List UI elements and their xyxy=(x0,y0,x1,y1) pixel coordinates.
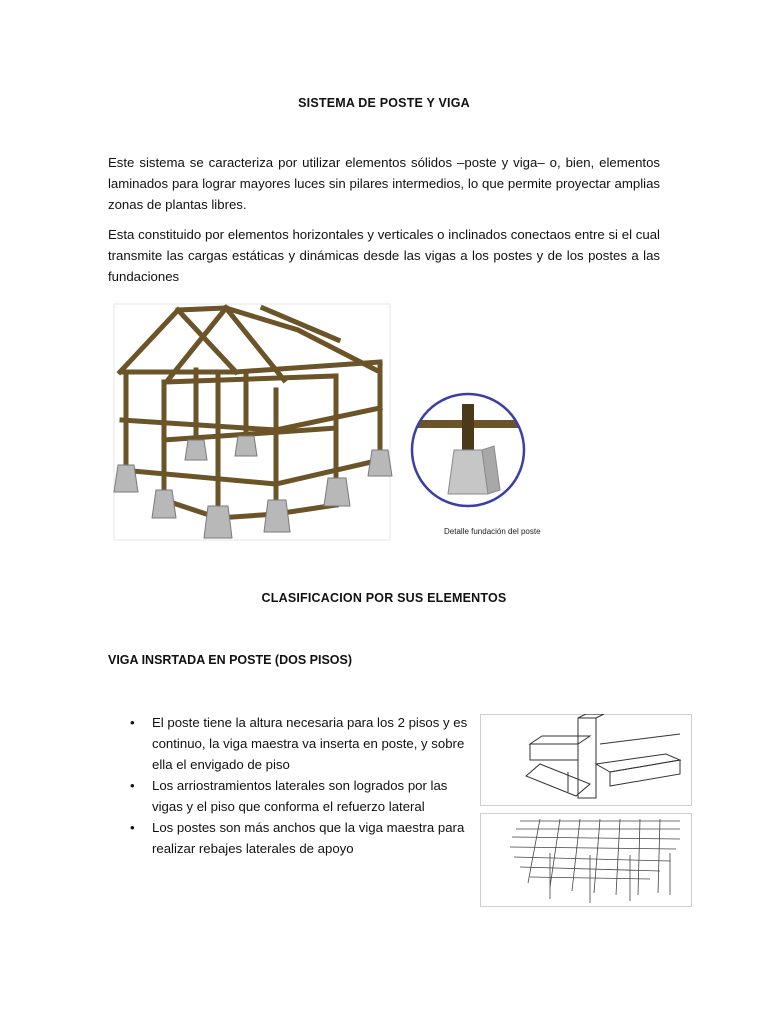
floor-framing-figure xyxy=(480,813,692,907)
page-title: SISTEMA DE POSTE Y VIGA xyxy=(298,96,470,110)
frame-illustration xyxy=(108,300,396,544)
list-item-text: Los postes son más anchos que la viga maestra para realizar rebajes laterales de apoyo xyxy=(152,820,465,856)
bullet-marker: • xyxy=(130,778,135,793)
list-item xyxy=(108,817,468,859)
bullet-marker: • xyxy=(130,820,135,835)
list-item xyxy=(108,712,468,775)
figure-caption: Detalle fundación del poste xyxy=(444,527,541,536)
beam-post-joint-figure xyxy=(480,714,692,806)
list-item-text: Los arriostramientos laterales son logrados por las vigas y el piso que conforma el refuerzo lateral xyxy=(152,778,448,814)
section-heading: CLASIFICACION POR SUS ELEMENTOS xyxy=(261,591,507,605)
foundation-detail-illustration xyxy=(404,390,534,510)
post-foundation-detail-figure xyxy=(404,390,534,510)
floor-framing-illustration xyxy=(480,813,692,907)
bullet-list xyxy=(108,712,468,859)
subsection-heading: VIGA INSRTADA EN POSTE (DOS PISOS) xyxy=(108,653,353,667)
bullet-marker: • xyxy=(130,715,135,730)
post-beam-frame-figure xyxy=(108,300,396,544)
list-item-text: El poste tiene la altura necesaria para los 2 pisos y es continuo, la viga maestra va inserta en poste, y sobre ella el envigado de piso xyxy=(152,715,468,772)
intro-paragraph: Este sistema se caracteriza por utilizar elementos sólidos –poste y viga– o, bien, elementos laminados para lograr mayores luces sin pilares intermedios, lo que permite proyectar amplias zonas de plantas libres. xyxy=(108,155,660,212)
list-item xyxy=(108,775,468,817)
description-paragraph: Esta constituido por elementos horizontales y verticales o inclinados conectaos entre si el cual transmite las cargas estáticas y dinámicas desde las vigas a los postes y de los postes a las fundaciones xyxy=(108,227,660,284)
joint-illustration xyxy=(480,714,692,806)
